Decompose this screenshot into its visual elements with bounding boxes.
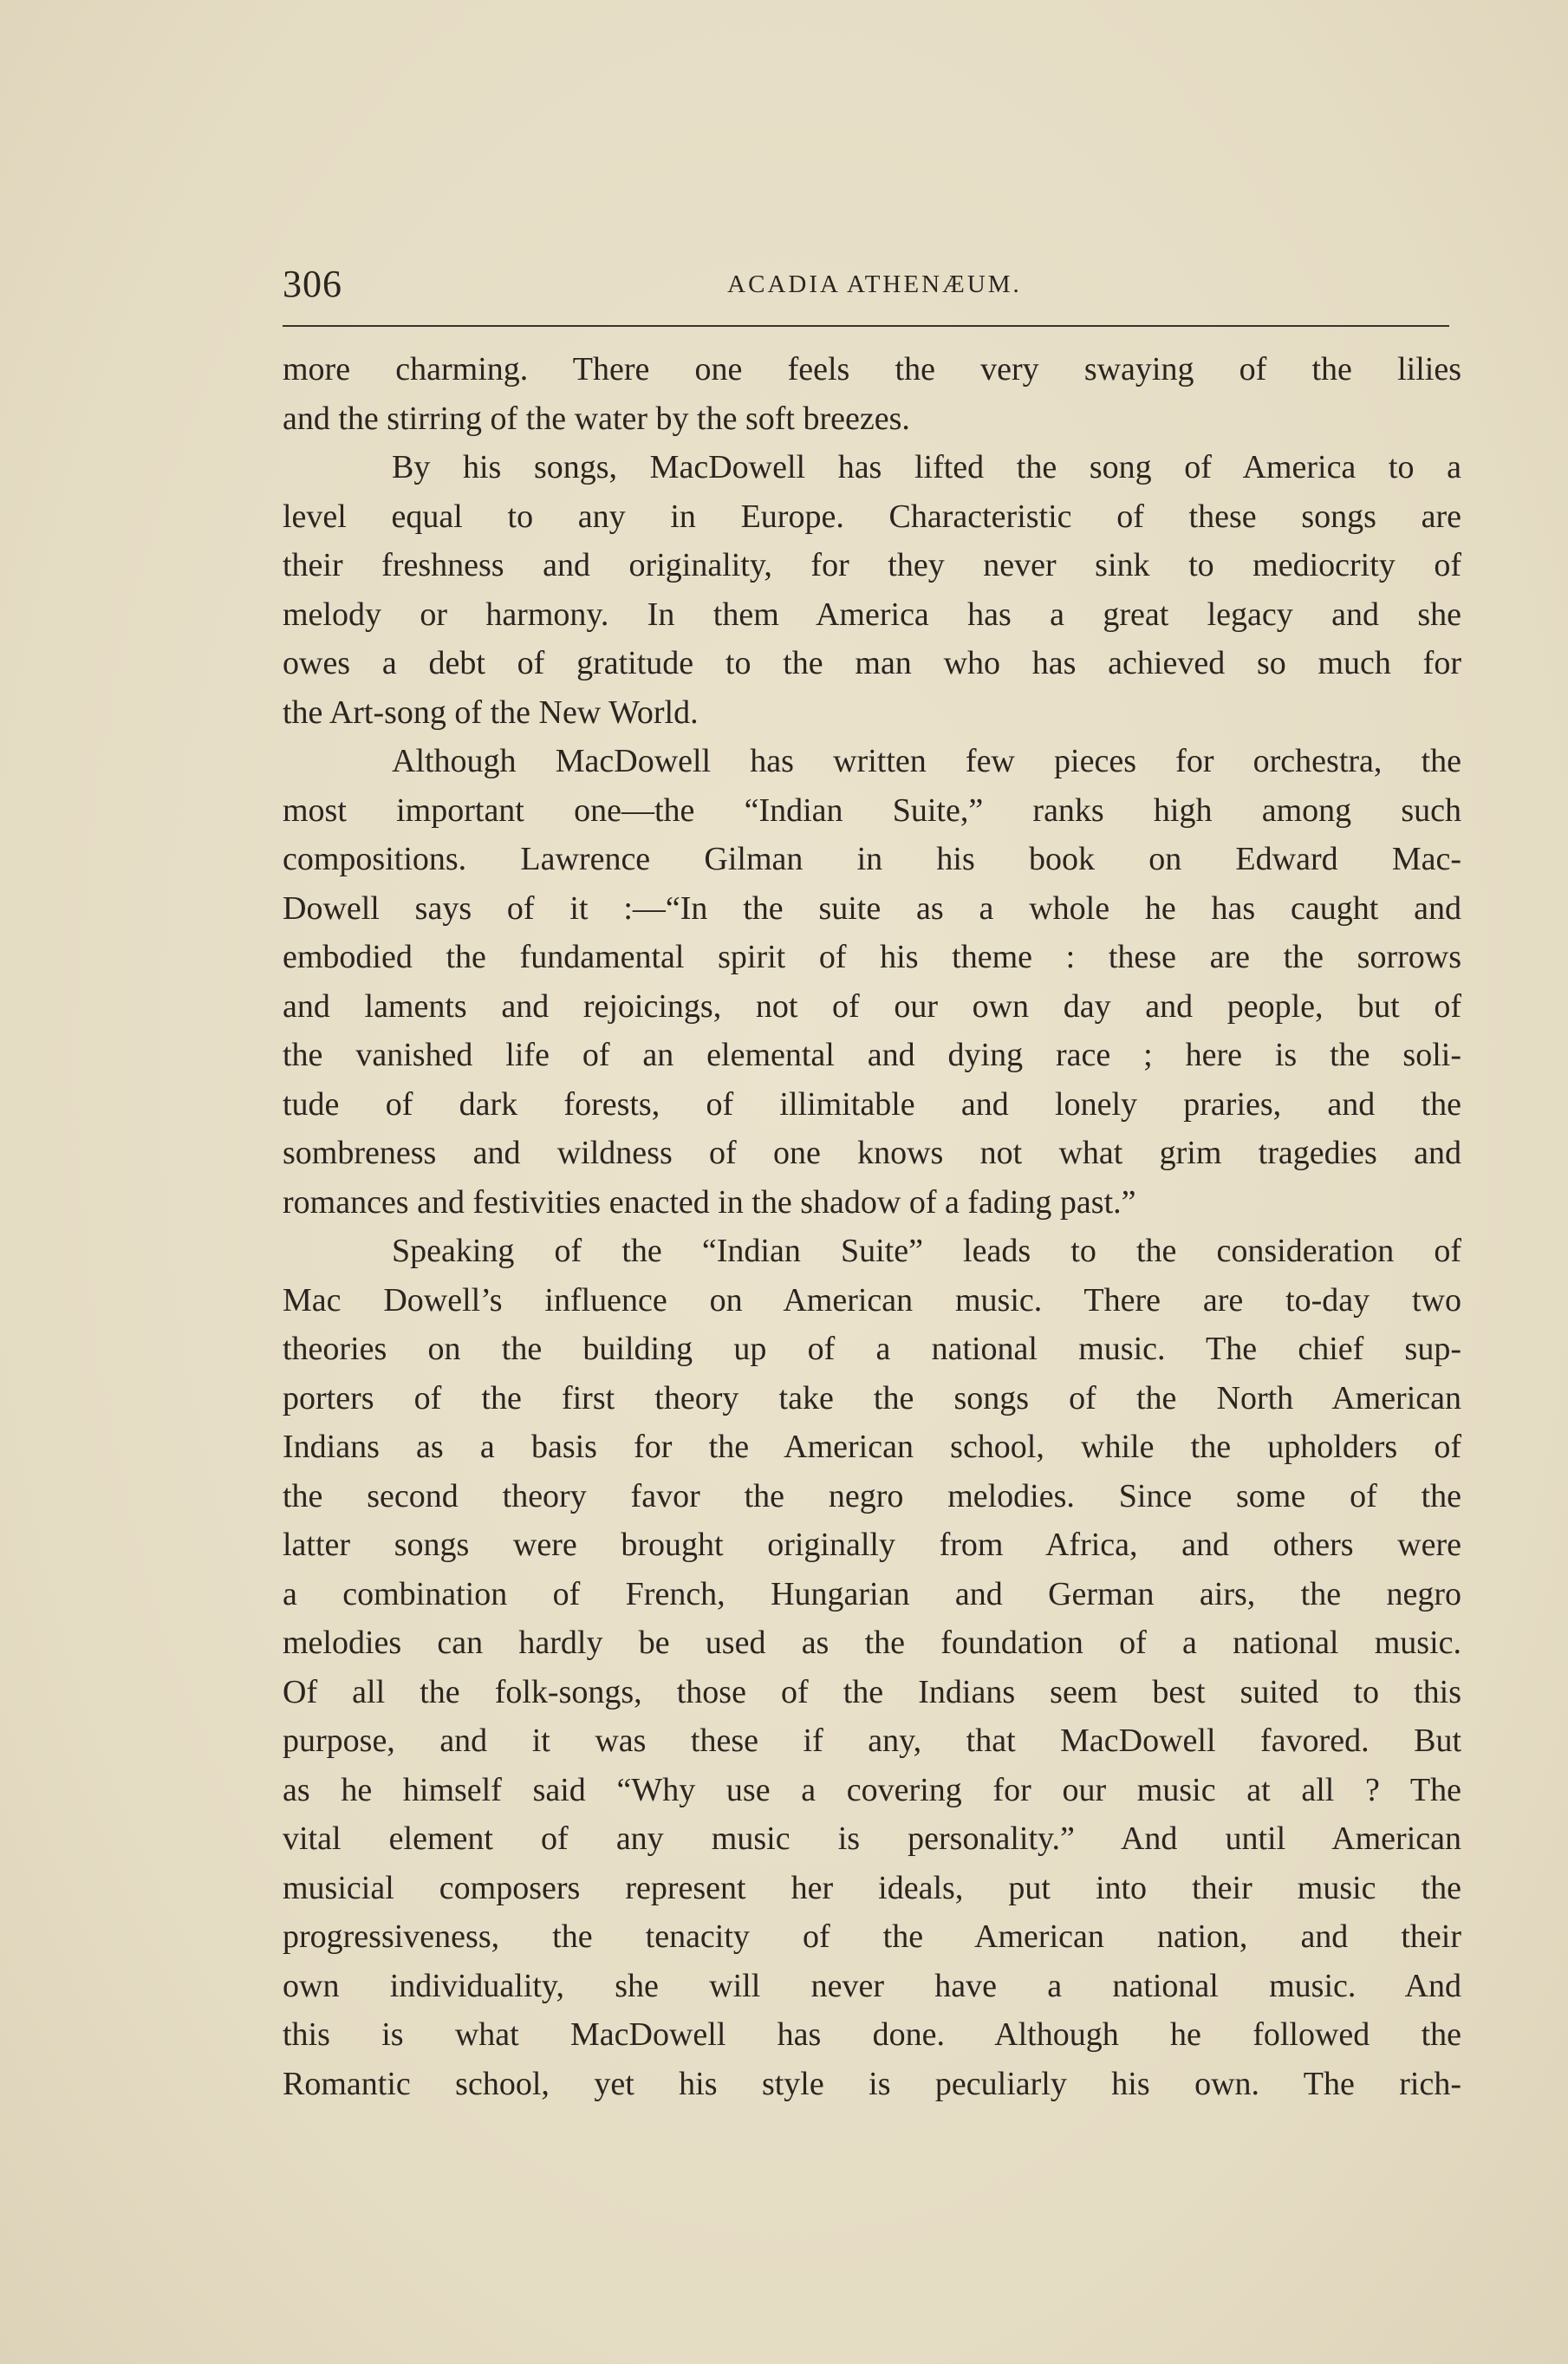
running-head: ACADIA ATHENÆUM. [727,270,1022,298]
text-line: own individuality, she will never have a national music. And [283,1967,1461,2004]
text-line: melodies can hardly be used as the foundation of a national music. [283,1625,1461,1661]
text-line: purpose, and it was these if any, that MacDowell favored. But [283,1723,1461,1759]
text-line: this is what MacDowell has done. Although he followed the [283,2016,1461,2053]
text-line: theories on the building up of a national music. The chief sup- [283,1331,1461,1367]
text-line: Speaking of the “Indian Suite” leads to the consideration of [392,1233,1461,1269]
text-line: sombreness and wildness of one knows not what grim tragedies and [283,1135,1461,1171]
text-line: By his songs, MacDowell has lifted the song of America to a [392,449,1461,485]
text-line: progressiveness, the tenacity of the American nation, and their [283,1918,1461,1955]
text-line: Mac Dowell’s influence on American music. There are to-day two [283,1281,1461,1319]
text-line: most important one—the “Indian Suite,” ranks high among such [283,791,1461,829]
text-line: Dowell says of it :—“In the suite as a whole he has caught and [283,889,1461,927]
text-line: the vanished life of an elemental and dying race ; here is the soli- [283,1037,1461,1073]
text-line: and the stirring of the water by the soft breezes. [283,400,910,437]
text-line: Indians as a basis for the American school, while the upholders of [283,1429,1461,1465]
text-line: tude of dark forests, of illimitable and lonely praries, and the [283,1085,1461,1123]
text-line: Of all the folk-songs, those of the Indians seem best suited to this [283,1673,1461,1710]
text-line: romances and festivities enacted in the shadow of a fading past.” [283,1183,1136,1221]
text-line: and laments and rejoicings, not of our own day and people, but of [283,987,1461,1025]
text-line: Romantic school, yet his style is peculiarly his own. The rich- [283,2065,1461,2102]
text-line: latter songs were brought originally from Africa, and others were [283,1527,1461,1563]
page-header [283,253,1449,322]
text-line: level equal to any in Europe. Characteristic of these songs are [283,498,1461,535]
text-line: vital element of any music is personality.” And until American [283,1820,1461,1857]
text-line: embodied the fundamental spirit of his theme : these are the sorrows [283,939,1461,975]
text-line: musicial composers represent her ideals, put into their music the [283,1869,1461,1906]
text-line: more charming. There one feels the very swaying of the lilies [283,351,1461,387]
text-line: porters of the first theory take the songs of the North American [283,1379,1461,1416]
text-line: the second theory favor the negro melodies. Since some of the [283,1477,1461,1514]
text-line: Although MacDowell has written few pieces for orchestra, the [392,743,1461,779]
text-line: owes a debt of gratitude to the man who has achieved so much for [283,645,1461,681]
text-line: a combination of French, Hungarian and German airs, the negro [283,1575,1461,1612]
text-line: melody or harmony. In them America has a great legacy and she [283,596,1461,633]
text-line: compositions. Lawrence Gilman in his book on Edward Mac- [283,841,1461,877]
header-rule [283,325,1449,327]
text-line: as he himself said “Why use a covering for our music at all ? The [283,1771,1461,1808]
text-line: the Art-song of the New World. [283,694,699,731]
text-line: their freshness and originality, for they never sink to mediocrity of [283,547,1461,583]
body-text [283,345,1461,2108]
page-number: 306 [283,263,342,305]
